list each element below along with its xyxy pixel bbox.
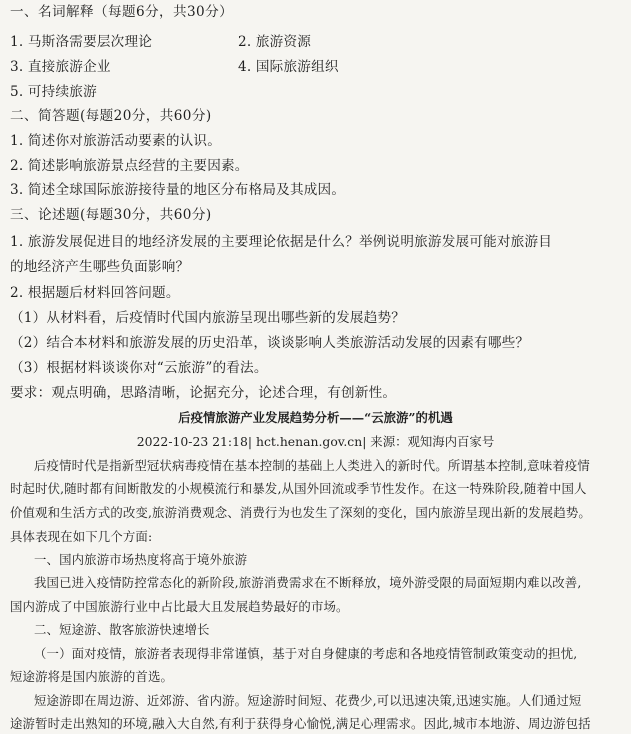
short-answer-2: 2. 简述影响旅游景点经营的主要因素。	[10, 158, 249, 174]
article-line: 短途游将是国内旅游的首选。	[10, 669, 174, 684]
article-line: 价值观和生活方式的改变,旅游消费观念、消费行为也发生了深刻的变化，国内旅游呈现出新的发展趋势。	[10, 505, 591, 520]
short-answer-1: 1. 简述你对旅游活动要素的认识。	[10, 133, 222, 149]
term-1: 1. 马斯洛需要层次理论	[10, 34, 153, 50]
essay-2-sub-3: （3）根据材料谈谈你对“云旅游”的看法。	[10, 360, 268, 376]
article-line: 后疫情时代是指新型冠状病毒疫情在基本控制的基础上人类进入的新时代。所谓基本控制,意味着疫情	[34, 458, 590, 473]
article-line: 短途游即在周边游、近郊游、省内游。短途游时间短、花费少,可以迅速决策,迅速实施。人们通过短	[34, 693, 582, 708]
essay-1-line-1: 1. 旅游发展促进目的地经济发展的主要理论依据是什么？举例说明旅游发展可能对旅游目	[10, 234, 553, 250]
term-5: 5. 可持续旅游	[10, 84, 97, 100]
section-3-heading: 三、论述题(每题30分，共60分)	[10, 207, 212, 223]
requirement: 要求：观点明确，思路清晰，论据充分，论述合理，有创新性。	[10, 385, 397, 401]
article-meta: 2022-10-23 21:18| hct.henan.gov.cn| 来源：观知海内百家号	[136, 434, 495, 449]
section-2-heading: 二、简答题(每题20分，共60分)	[10, 108, 212, 124]
term-3: 3. 直接旅游企业	[10, 59, 111, 75]
essay-1-line-2: 的地经济产生哪些负面影响？	[10, 259, 190, 275]
article-subheading-2: 二、短途游、散客旅游快速增长	[34, 622, 210, 637]
essay-2-sub-1: （1）从材料看，后疫情时代国内旅游呈现出哪些新的发展趋势？	[10, 310, 406, 326]
article-line: （一）面对疫情，旅游者表现得非常谨慎，基于对自身健康的考虑和各地疫情管制政策变动的担忧,	[34, 646, 578, 661]
article-line: 途游暂时走出熟知的环境,融入大自然,有利于获得身心愉悦,满足心理需求。因此,城市本地游、周边游包括	[10, 716, 591, 731]
article-subheading-1: 一、国内旅游市场热度将高于境外旅游	[34, 552, 248, 567]
short-answer-3: 3. 简述全球国际旅游接待量的地区分布格局及其成因。	[10, 182, 346, 198]
article-line: 我国已进入疫情防控常态化的新阶段,旅游消费需求在不断释放，境外游受限的局面短期内难以改善,	[34, 575, 582, 590]
article-line: 国内游成了中国旅游行业中占比最大且发展趋势最好的市场。	[10, 599, 349, 614]
essay-2: 2. 根据题后材料回答问题。	[10, 285, 180, 301]
article-line: 具体表现在如下几个方面:	[10, 529, 153, 544]
article-line: 时起时伏,随时都有间断散发的小规模流行和暴发,从国外回流或季节性发作。在这一特殊阶段,随着中国人	[10, 481, 587, 496]
term-4: 4. 国际旅游组织	[238, 59, 339, 75]
article-title: 后疫情旅游产业发展趋势分析——“云旅游”的机遇	[178, 410, 453, 425]
section-1-heading: 一、名词解释（每题6分，共30分）	[10, 4, 234, 20]
essay-2-sub-2: （2）结合本材料和旅游发展的历史沿革，谈谈影响人类旅游活动发展的因素有哪些？	[10, 335, 530, 351]
term-2: 2. 旅游资源	[238, 34, 312, 50]
